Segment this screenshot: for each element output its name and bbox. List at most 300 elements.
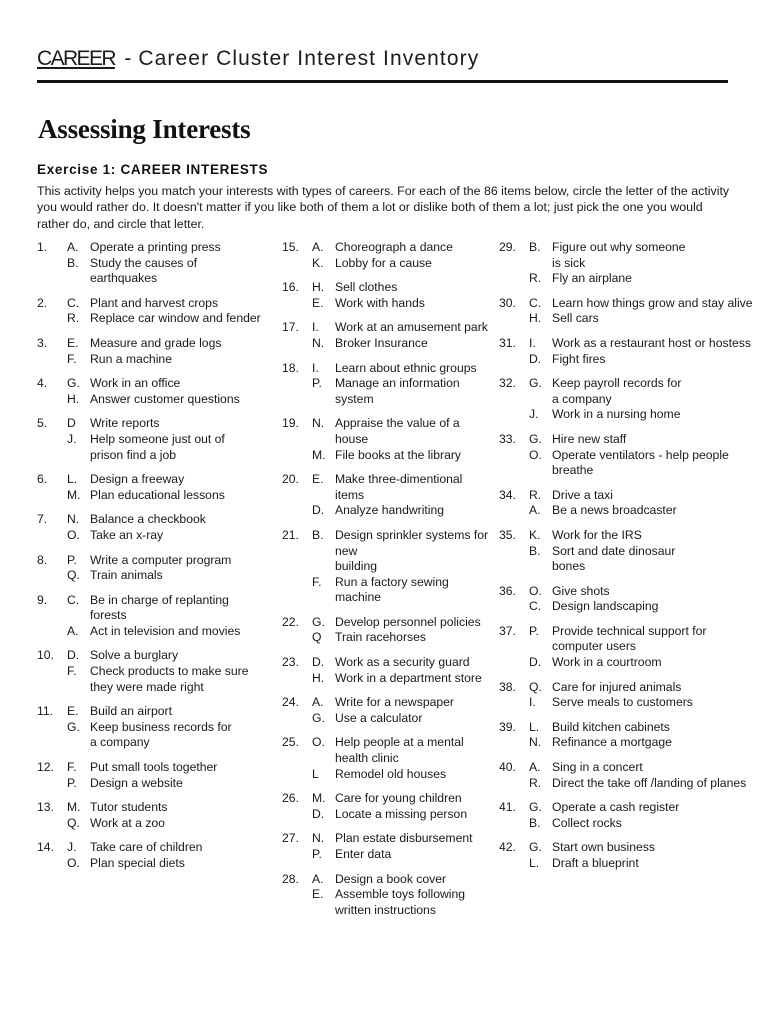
option-text: Write a computer program: [90, 552, 232, 567]
item-options: [529, 800, 764, 831]
option-letter[interactable]: D.: [529, 351, 542, 366]
item-option[interactable]: [67, 704, 277, 720]
option-letter[interactable]: G.: [529, 376, 542, 391]
option-letter[interactable]: L: [312, 766, 319, 781]
item-option[interactable]: [67, 512, 277, 528]
option-letter[interactable]: J.: [529, 407, 539, 422]
option-letter[interactable]: H.: [67, 391, 80, 406]
item-number: 13.: [37, 800, 54, 815]
item-number: 37.: [499, 623, 516, 638]
item-option[interactable]: [529, 655, 764, 671]
option-letter[interactable]: D.: [312, 806, 325, 821]
option-letter[interactable]: O.: [529, 447, 542, 462]
item-option[interactable]: [67, 336, 277, 352]
option-letter[interactable]: R.: [67, 311, 80, 326]
item-option[interactable]: [529, 448, 764, 479]
inventory-item: [499, 680, 764, 711]
item-option[interactable]: [67, 488, 277, 504]
item-number: 10.: [37, 648, 54, 663]
option-letter[interactable]: I.: [529, 335, 536, 350]
option-text: Operate ventilators - help people breathe: [552, 447, 729, 478]
item-option[interactable]: [529, 528, 764, 544]
option-text: Work as a restaurant host or hostess: [552, 335, 751, 350]
option-text: Keep payroll records for: [552, 376, 682, 391]
item-option[interactable]: [529, 296, 764, 312]
option-text: Fly an airplane: [552, 271, 632, 286]
option-letter[interactable]: K.: [312, 255, 324, 270]
option-letter[interactable]: L.: [529, 719, 540, 734]
option-text: Build kitchen cabinets: [552, 719, 670, 734]
item-option[interactable]: [529, 624, 764, 655]
item-option[interactable]: [312, 256, 492, 272]
item-option[interactable]: [312, 361, 492, 377]
item-option[interactable]: [529, 544, 764, 575]
option-text: Study the causes of: [90, 255, 198, 270]
item-options: [529, 528, 764, 575]
option-letter[interactable]: F.: [67, 664, 77, 679]
exercise-heading: Exercise 1: CAREER INTERESTS: [37, 162, 269, 177]
item-option[interactable]: [67, 568, 277, 584]
item-option[interactable]: [312, 671, 492, 687]
option-letter[interactable]: A.: [67, 623, 79, 638]
option-text: Enter data: [335, 847, 392, 861]
option-text: Work at an amusement park: [335, 320, 488, 335]
option-text: Start own business: [552, 840, 655, 855]
option-text-continuation: forests: [90, 608, 127, 623]
item-option[interactable]: [67, 240, 277, 256]
option-text: Learn about ethnic groups: [335, 360, 477, 375]
item-option[interactable]: [312, 847, 492, 863]
option-letter[interactable]: O.: [312, 735, 325, 750]
item-number: 1.: [37, 240, 48, 254]
option-text: Manage an information: [335, 376, 460, 391]
option-letter[interactable]: C.: [67, 295, 80, 310]
item-option[interactable]: [67, 664, 277, 695]
option-text: Tutor students: [90, 800, 168, 815]
option-letter[interactable]: G.: [529, 840, 542, 855]
inventory-item: [499, 376, 764, 423]
option-letter[interactable]: E.: [312, 472, 324, 487]
item-option[interactable]: [529, 352, 764, 368]
item-option[interactable]: [312, 575, 492, 606]
option-text: Work in an office: [90, 376, 181, 391]
option-text: Work in a courtroom: [552, 655, 662, 670]
item-option[interactable]: [529, 271, 764, 287]
option-letter[interactable]: A.: [529, 760, 541, 775]
inventory-item: [282, 735, 492, 782]
option-letter[interactable]: O.: [67, 856, 80, 870]
item-option[interactable]: [67, 352, 277, 368]
inventory-item: [37, 840, 277, 871]
option-text: Balance a checkbook: [90, 512, 206, 527]
item-number: 40.: [499, 760, 516, 775]
inventory-item: [282, 528, 492, 606]
inventory-item: [282, 416, 492, 463]
item-option[interactable]: [67, 800, 277, 816]
column-1: [37, 240, 277, 881]
item-option[interactable]: [529, 488, 764, 504]
item-option[interactable]: [312, 416, 492, 447]
item-option[interactable]: [529, 695, 764, 711]
option-text: Sell cars: [552, 311, 599, 326]
item-options: [312, 528, 492, 606]
item-option[interactable]: [67, 840, 277, 856]
option-letter[interactable]: P.: [67, 775, 77, 790]
option-letter[interactable]: B.: [529, 815, 541, 830]
item-number: 20.: [282, 472, 299, 487]
option-text: Run a machine: [90, 351, 172, 366]
item-option[interactable]: [312, 831, 492, 847]
option-text: Design a website: [90, 775, 183, 790]
item-option[interactable]: [67, 432, 277, 463]
option-text: Put small tools together: [90, 760, 218, 775]
option-letter[interactable]: M.: [312, 791, 326, 806]
option-text: Assemble toys following: [335, 887, 466, 902]
option-text: Be in charge of replanting: [90, 592, 229, 607]
item-option[interactable]: [67, 553, 277, 569]
option-letter[interactable]: R.: [529, 775, 542, 790]
item-options: [529, 720, 764, 751]
item-option[interactable]: [312, 767, 492, 783]
option-text: Direct the take off /landing of planes: [552, 775, 747, 790]
column-3: [499, 240, 764, 881]
item-number: 27.: [282, 831, 299, 846]
item-option[interactable]: [529, 800, 764, 816]
option-letter[interactable]: H.: [312, 670, 325, 685]
inventory-item: [37, 648, 277, 695]
option-letter[interactable]: M.: [312, 447, 326, 462]
item-number: 31.: [499, 335, 516, 350]
item-option[interactable]: [529, 816, 764, 832]
option-letter[interactable]: E.: [67, 704, 79, 719]
option-letter[interactable]: Q: [312, 630, 322, 645]
option-letter[interactable]: N.: [312, 416, 325, 431]
option-letter[interactable]: I.: [312, 360, 319, 375]
option-text: Work as a security guard: [335, 655, 470, 670]
item-option[interactable]: [529, 735, 764, 751]
option-letter[interactable]: C.: [529, 295, 542, 310]
item-option[interactable]: [67, 256, 277, 287]
option-text-continuation: written instructions: [335, 902, 436, 917]
item-option[interactable]: [312, 472, 492, 503]
option-letter[interactable]: A.: [529, 503, 541, 518]
option-letter[interactable]: A.: [67, 240, 79, 254]
item-options: [67, 240, 277, 287]
item-number: 32.: [499, 376, 516, 391]
option-text-continuation: is sick: [552, 255, 586, 270]
option-letter[interactable]: B.: [529, 240, 541, 254]
option-text: Draft a blueprint: [552, 856, 639, 870]
option-letter[interactable]: A.: [312, 695, 324, 710]
option-letter[interactable]: A.: [312, 871, 324, 886]
inventory-item: [499, 760, 764, 791]
option-letter[interactable]: N.: [67, 512, 80, 527]
item-number: 17.: [282, 320, 299, 335]
option-letter[interactable]: E.: [67, 335, 79, 350]
item-option[interactable]: [312, 240, 492, 256]
option-letter[interactable]: B.: [312, 527, 324, 542]
option-text: Care for injured animals: [552, 679, 682, 694]
option-letter[interactable]: E.: [312, 295, 324, 310]
item-options: [67, 472, 277, 503]
option-letter[interactable]: D.: [312, 503, 325, 518]
inventory-item: [37, 336, 277, 367]
option-letter[interactable]: G.: [67, 376, 80, 391]
item-options: [67, 800, 277, 831]
option-letter[interactable]: H.: [312, 280, 325, 295]
item-number: 23.: [282, 655, 299, 670]
item-number: 12.: [37, 760, 54, 775]
option-text: Operate a printing press: [90, 240, 221, 254]
option-text: Sort and date dinosaur: [552, 543, 676, 558]
option-letter[interactable]: Q.: [67, 568, 80, 583]
option-letter[interactable]: N.: [312, 831, 325, 846]
option-text: Sing in a concert: [552, 760, 643, 775]
inventory-item: [37, 593, 277, 640]
option-letter[interactable]: P.: [67, 552, 77, 567]
item-options: [529, 840, 764, 871]
option-letter[interactable]: P.: [529, 623, 539, 638]
option-letter[interactable]: E.: [312, 887, 324, 902]
option-letter[interactable]: D.: [67, 648, 80, 663]
item-number: 8.: [37, 552, 48, 567]
item-option[interactable]: [67, 392, 277, 408]
item-number: 28.: [282, 871, 299, 886]
inventory-item: [499, 240, 764, 287]
item-number: 14.: [37, 840, 54, 855]
option-text: Run a factory sewing machine: [335, 574, 449, 605]
option-letter[interactable]: Q.: [67, 815, 80, 830]
option-text: Sell clothes: [335, 280, 398, 295]
inventory-item: [499, 800, 764, 831]
option-letter[interactable]: I.: [312, 320, 319, 335]
item-option[interactable]: [67, 593, 277, 624]
option-letter[interactable]: R.: [529, 271, 542, 286]
item-option[interactable]: [312, 791, 492, 807]
item-options: [529, 296, 764, 327]
option-letter[interactable]: N.: [529, 735, 542, 750]
option-letter[interactable]: K.: [529, 527, 541, 542]
option-text: Take care of children: [90, 840, 203, 855]
item-option[interactable]: [67, 472, 277, 488]
item-option[interactable]: [312, 528, 492, 575]
item-option[interactable]: [67, 760, 277, 776]
option-letter[interactable]: F.: [312, 574, 322, 589]
item-number: 19.: [282, 416, 299, 431]
item-number: 42.: [499, 840, 516, 855]
item-option[interactable]: [529, 240, 764, 271]
inventory-item: [499, 432, 764, 479]
option-letter[interactable]: M.: [67, 800, 81, 815]
item-options: [67, 416, 277, 463]
option-letter[interactable]: C.: [529, 599, 542, 614]
option-letter[interactable]: A.: [312, 240, 324, 254]
inventory-item: [282, 831, 492, 862]
option-text: Plan estate disbursement: [335, 831, 473, 846]
inventory-item: [282, 280, 492, 311]
page-title: Assessing Interests: [38, 114, 251, 144]
item-options: [312, 695, 492, 726]
item-options: [529, 584, 764, 615]
item-option[interactable]: [529, 311, 764, 327]
item-option[interactable]: [67, 856, 277, 872]
inventory-item: [282, 791, 492, 822]
option-letter[interactable]: F.: [67, 351, 77, 366]
item-option[interactable]: [312, 280, 492, 296]
option-text: Plan educational lessons: [90, 487, 225, 502]
option-letter[interactable]: D: [67, 416, 76, 431]
item-number: 35.: [499, 527, 516, 542]
item-options: [312, 320, 492, 351]
item-option[interactable]: [529, 856, 764, 872]
item-option[interactable]: [529, 432, 764, 448]
item-option[interactable]: [312, 615, 492, 631]
item-option[interactable]: [529, 720, 764, 736]
item-option[interactable]: [67, 648, 277, 664]
option-text: Plant and harvest crops: [90, 295, 219, 310]
option-text: Hire new staff: [552, 431, 627, 446]
option-letter[interactable]: G.: [529, 800, 542, 815]
item-option[interactable]: [312, 503, 492, 519]
item-option[interactable]: [529, 503, 764, 519]
item-option[interactable]: [529, 840, 764, 856]
item-options: [312, 791, 492, 822]
inventory-item: [499, 488, 764, 519]
item-options: [529, 488, 764, 519]
inventory-item: [282, 472, 492, 519]
option-letter[interactable]: O.: [529, 583, 542, 598]
item-option[interactable]: [529, 584, 764, 600]
option-letter[interactable]: G.: [312, 614, 325, 629]
option-text-continuation: prison find a job: [90, 447, 177, 462]
option-letter[interactable]: D.: [312, 655, 325, 670]
item-option[interactable]: [67, 528, 277, 544]
item-option[interactable]: [312, 807, 492, 823]
option-text: Build an airport: [90, 704, 172, 719]
option-text: Refinance a mortgage: [552, 735, 672, 750]
option-letter[interactable]: F.: [67, 760, 77, 775]
option-letter[interactable]: B.: [529, 543, 541, 558]
option-text: Act in television and movies: [90, 623, 241, 638]
inventory-item: [282, 240, 492, 271]
item-options: [67, 760, 277, 791]
item-option[interactable]: [529, 599, 764, 615]
option-letter[interactable]: I.: [529, 695, 536, 710]
option-text-continuation: system: [335, 391, 374, 406]
option-letter[interactable]: Q.: [529, 679, 542, 694]
option-letter[interactable]: J.: [67, 840, 77, 855]
item-option[interactable]: [67, 376, 277, 392]
inventory-item: [499, 720, 764, 751]
item-option[interactable]: [67, 624, 277, 640]
item-option[interactable]: [312, 448, 492, 464]
item-option[interactable]: [67, 816, 277, 832]
item-option[interactable]: [312, 336, 492, 352]
item-number: 5.: [37, 416, 48, 431]
item-option[interactable]: [529, 407, 764, 423]
inventory-item: [282, 655, 492, 686]
option-text: Drive a taxi: [552, 487, 613, 502]
inventory-item: [499, 624, 764, 671]
item-option[interactable]: [529, 776, 764, 792]
option-letter[interactable]: B.: [67, 255, 79, 270]
item-option[interactable]: [67, 311, 277, 327]
option-text: Collect rocks: [552, 815, 622, 830]
item-option[interactable]: [529, 376, 764, 407]
item-option[interactable]: [312, 711, 492, 727]
item-options: [529, 624, 764, 671]
inventory-item: [499, 584, 764, 615]
option-letter[interactable]: O.: [67, 527, 80, 542]
inventory-item: [282, 872, 492, 919]
option-letter[interactable]: N.: [312, 335, 325, 350]
item-option[interactable]: [312, 296, 492, 312]
item-option[interactable]: [67, 776, 277, 792]
item-option[interactable]: [312, 872, 492, 888]
inventory-item: [37, 760, 277, 791]
option-letter[interactable]: P.: [312, 847, 322, 861]
option-letter[interactable]: L.: [67, 472, 78, 487]
item-number: 34.: [499, 487, 516, 502]
item-option[interactable]: [312, 695, 492, 711]
option-letter[interactable]: M.: [67, 487, 81, 502]
option-text: Work at a zoo: [90, 815, 165, 830]
option-letter[interactable]: L.: [529, 856, 540, 870]
item-number: 18.: [282, 360, 299, 375]
option-letter[interactable]: R.: [529, 487, 542, 502]
exercise-instructions: This activity helps you match your interests with types of careers. For each of the 86 items below, circle the letter of the activity you would rather do. It doesn't matter if you like both of them a lot or dislike both of them a lot; just pick the one you would rather do, and circle that letter.: [37, 184, 730, 231]
inventory-item: [282, 320, 492, 351]
item-number: 15.: [282, 240, 299, 254]
option-text-continuation: a company: [90, 735, 150, 750]
item-options: [312, 655, 492, 686]
option-text: Work in a nursing home: [552, 407, 681, 422]
item-option[interactable]: [312, 887, 492, 918]
item-options: [312, 240, 492, 271]
item-option[interactable]: [67, 296, 277, 312]
inventory-item: [37, 704, 277, 751]
item-option[interactable]: [312, 655, 492, 671]
option-letter[interactable]: D.: [529, 655, 542, 670]
option-text: Learn how things grow and stay alive: [552, 295, 753, 310]
option-text: Replace car window and fender: [90, 311, 261, 326]
option-letter[interactable]: H.: [529, 311, 542, 326]
option-letter[interactable]: G.: [67, 719, 80, 734]
item-option[interactable]: [67, 720, 277, 751]
option-letter[interactable]: P.: [312, 376, 322, 391]
option-text: Help people at a mental: [335, 735, 464, 750]
option-letter[interactable]: G.: [312, 710, 325, 725]
item-number: 4.: [37, 376, 48, 391]
item-options: [67, 704, 277, 751]
item-option[interactable]: [529, 760, 764, 776]
option-text: Provide technical support for: [552, 623, 707, 638]
option-text: Help someone just out of: [90, 431, 225, 446]
item-option[interactable]: [312, 376, 492, 407]
item-option[interactable]: [529, 336, 764, 352]
item-option[interactable]: [312, 630, 492, 646]
option-letter[interactable]: J.: [67, 431, 77, 446]
option-text: Operate a cash register: [552, 800, 680, 815]
option-letter[interactable]: G.: [529, 431, 542, 446]
option-text: Work with hands: [335, 295, 425, 310]
option-letter[interactable]: C.: [67, 592, 80, 607]
item-option[interactable]: [67, 416, 277, 432]
item-option[interactable]: [529, 680, 764, 696]
inventory-item: [37, 472, 277, 503]
item-option[interactable]: [312, 320, 492, 336]
item-option[interactable]: [312, 735, 492, 766]
